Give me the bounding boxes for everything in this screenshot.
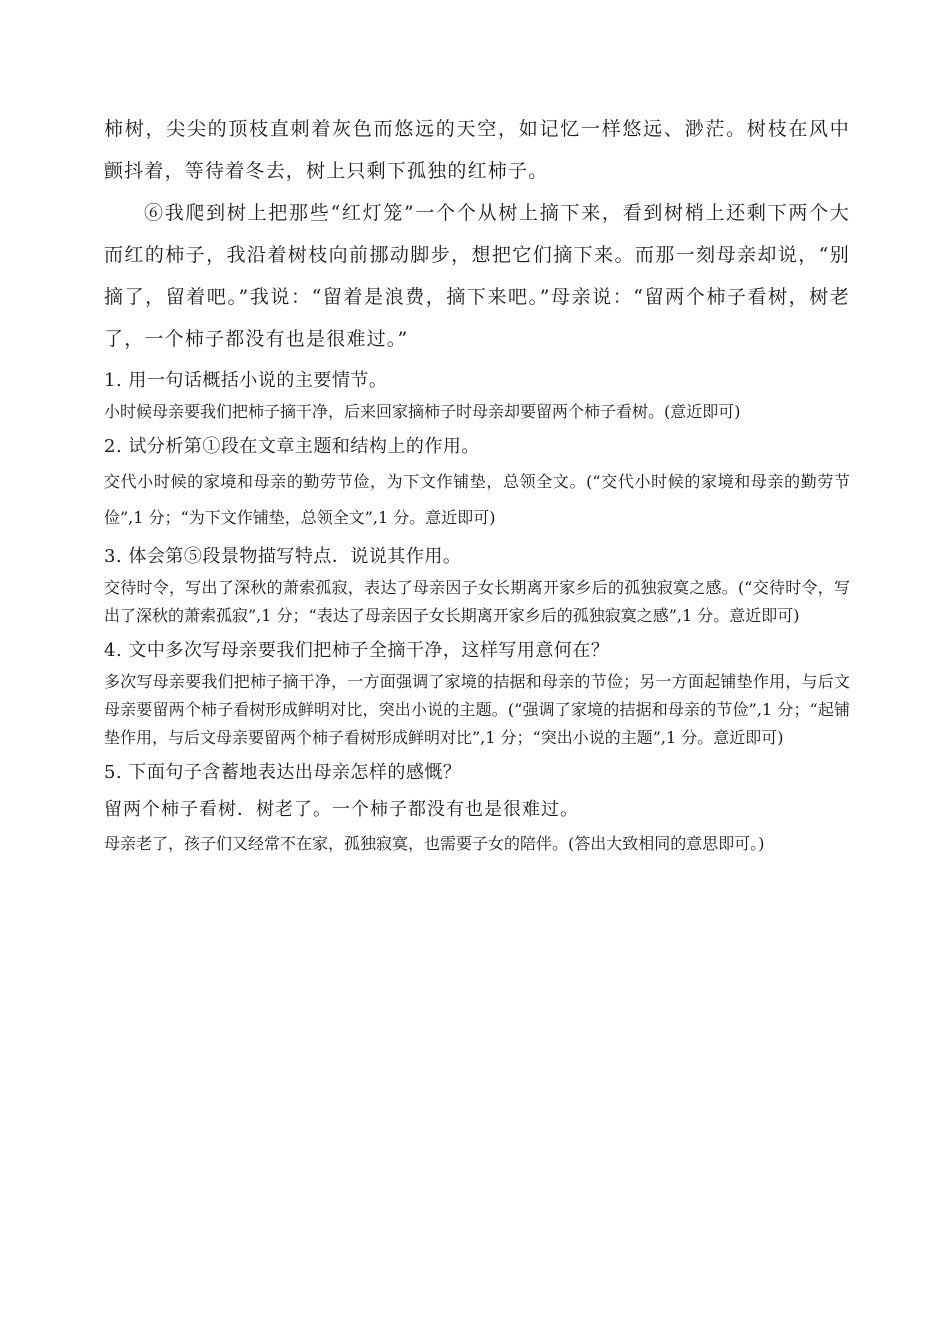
question-3 <box>104 542 850 630</box>
question-5-text: 5. 下面句子含蓄地表达出母亲怎样的感慨？ <box>104 762 462 783</box>
question-1 <box>104 366 850 426</box>
answer-4-text: 多次写母亲要我们把柿子摘干净，一方面强调了家境的拮据和母亲的节俭；另一方面起铺垫作用，与后文母亲要留两个柿子看树形成鲜明对比，突出小说的主题。(“强调了家境的拮据和母亲的节俭”,1 分；“起铺垫作用，与后文母亲要留两个柿子看树形成鲜明对比”,1 分；“突出小说的主题”,1 分。意近即可) <box>104 672 850 747</box>
question-5 <box>104 758 850 858</box>
passage-paragraph-6: ⑥我爬到树上把那些“红灯笼”一个个从树上摘下来，看到树梢上还剩下两个大而红的柿子，我沿着树枝向前挪动脚步，想把它们摘下来。而那一刻母亲却说，“别摘了，留着吧。”我说：“留着是浪费，摘下来吧。”母亲说：“留两个柿子看树，树老了，一个柿子都没有也是很难过。” <box>104 202 850 350</box>
answer-1-text: 小时候母亲要我们把柿子摘干净，后来回家摘柿子时母亲却要留两个柿子看树。(意近即可) <box>104 402 741 421</box>
question-4 <box>104 636 850 752</box>
question-4-text: 4. 文中多次写母亲要我们把柿子全摘干净，这样写用意何在？ <box>104 640 610 661</box>
question-5-quote: 留两个柿子看树．树老了。一个柿子都没有也是很难过。 <box>104 799 579 820</box>
passage-paragraph-5-end: 柿树，尖尖的顶枝直刺着灰色而悠远的天空，如记忆一样悠远、渺茫。树枝在风中颤抖着，等待着冬去，树上只剩下孤独的红柿子。 <box>104 118 850 182</box>
question-1-text: 1. 用一句话概括小说的主要情节。 <box>104 370 388 391</box>
question-2 <box>104 432 850 536</box>
question-2-text: 2. 试分析第①段在文章主题和结构上的作用。 <box>104 436 480 457</box>
answer-5-text: 母亲老了，孩子们又经常不在家，孤独寂寞，也需要子女的陪伴。(答出大致相同的意思即可。) <box>104 834 765 853</box>
answer-3-text: 交待时令，写出了深秋的萧索孤寂，表达了母亲因子女长期离开家乡后的孤独寂寞之感。(“交待时令，写出了深秋的萧索孤寂”,1 分；“表达了母亲因子女长期离开家乡后的孤独寂寞之感”,1 分。意近即可) <box>104 578 850 625</box>
answer-2-text: 交代小时候的家境和母亲的勤劳节俭，为下文作铺垫，总领全文。(“交代小时候的家境和母亲的勤劳节俭”,1 分；“为下文作铺垫，总领全文”,1 分。意近即可) <box>104 472 850 527</box>
story-passage <box>104 108 850 360</box>
question-3-text: 3. 体会第⑤段景物描写特点．说说其作用。 <box>104 546 462 567</box>
